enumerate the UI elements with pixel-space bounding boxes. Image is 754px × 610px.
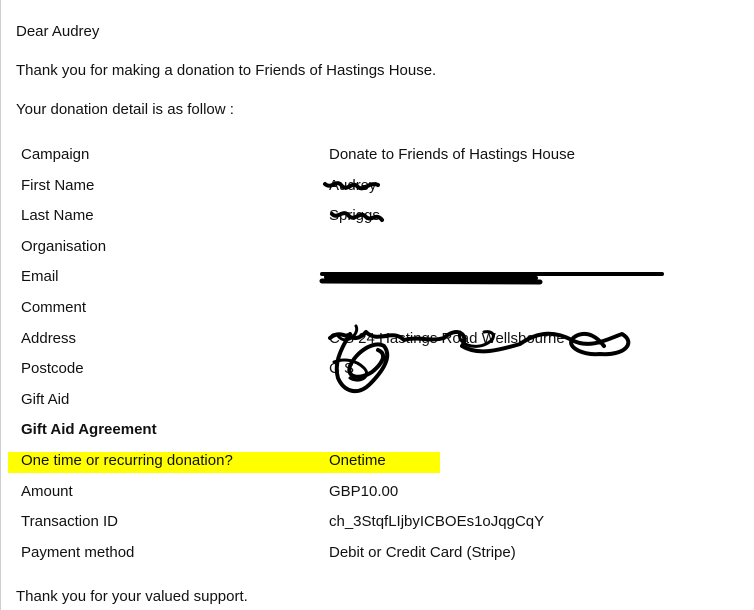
row-address	[8, 329, 728, 349]
row-organisation	[8, 237, 728, 257]
value-donation-type: Onetime	[329, 452, 386, 469]
closing-line: Thank you for your valued support.	[16, 588, 248, 605]
label-amount: Amount	[21, 483, 73, 500]
value-amount: GBP10.00	[329, 483, 399, 500]
row-postcode	[8, 359, 728, 379]
value-last-name: Spriggs	[329, 207, 380, 224]
row-amount	[8, 482, 728, 502]
row-donation-type	[8, 451, 728, 471]
row-campaign	[8, 145, 728, 165]
row-payment-method	[8, 543, 728, 563]
label-first-name: First Name	[21, 177, 95, 194]
detail-intro: Your donation detail is as follow :	[16, 101, 234, 118]
label-gift-aid: Gift Aid	[21, 391, 70, 408]
value-transaction-id: ch_3StqfLIjbyICBOEs1oJqgCqY	[329, 513, 545, 530]
row-first-name	[8, 176, 728, 196]
label-organisation: Organisation	[21, 238, 107, 255]
label-address: Address	[21, 330, 77, 347]
label-email: Email	[21, 268, 59, 285]
label-last-name: Last Name	[21, 207, 94, 224]
value-postcode: C S	[329, 360, 355, 377]
label-postcode: Postcode	[21, 360, 84, 377]
label-donation-type: One time or recurring donation?	[21, 452, 233, 469]
label-payment-method: Payment method	[21, 544, 135, 561]
row-transaction-id	[8, 512, 728, 532]
row-gift-aid-agreement	[8, 420, 728, 440]
row-last-name	[8, 206, 728, 226]
value-payment-method: Debit or Credit Card (Stripe)	[329, 544, 516, 561]
label-comment: Comment	[21, 299, 87, 316]
greeting: Dear Audrey	[16, 23, 100, 40]
value-first-name: Audrey	[329, 177, 377, 194]
document-left-edge	[0, 0, 1, 610]
label-gift-aid-agreement: Gift Aid Agreement	[21, 421, 157, 438]
value-campaign: Donate to Friends of Hastings House	[329, 146, 575, 163]
value-address: C S 24 Hastings Road Wellsbourne	[329, 330, 565, 347]
label-transaction-id: Transaction ID	[21, 513, 118, 530]
row-email	[8, 267, 728, 287]
row-gift-aid	[8, 390, 728, 410]
thanks-line: Thank you for making a donation to Friends of Hastings House.	[16, 62, 437, 79]
row-comment	[8, 298, 728, 318]
label-campaign: Campaign	[21, 146, 90, 163]
